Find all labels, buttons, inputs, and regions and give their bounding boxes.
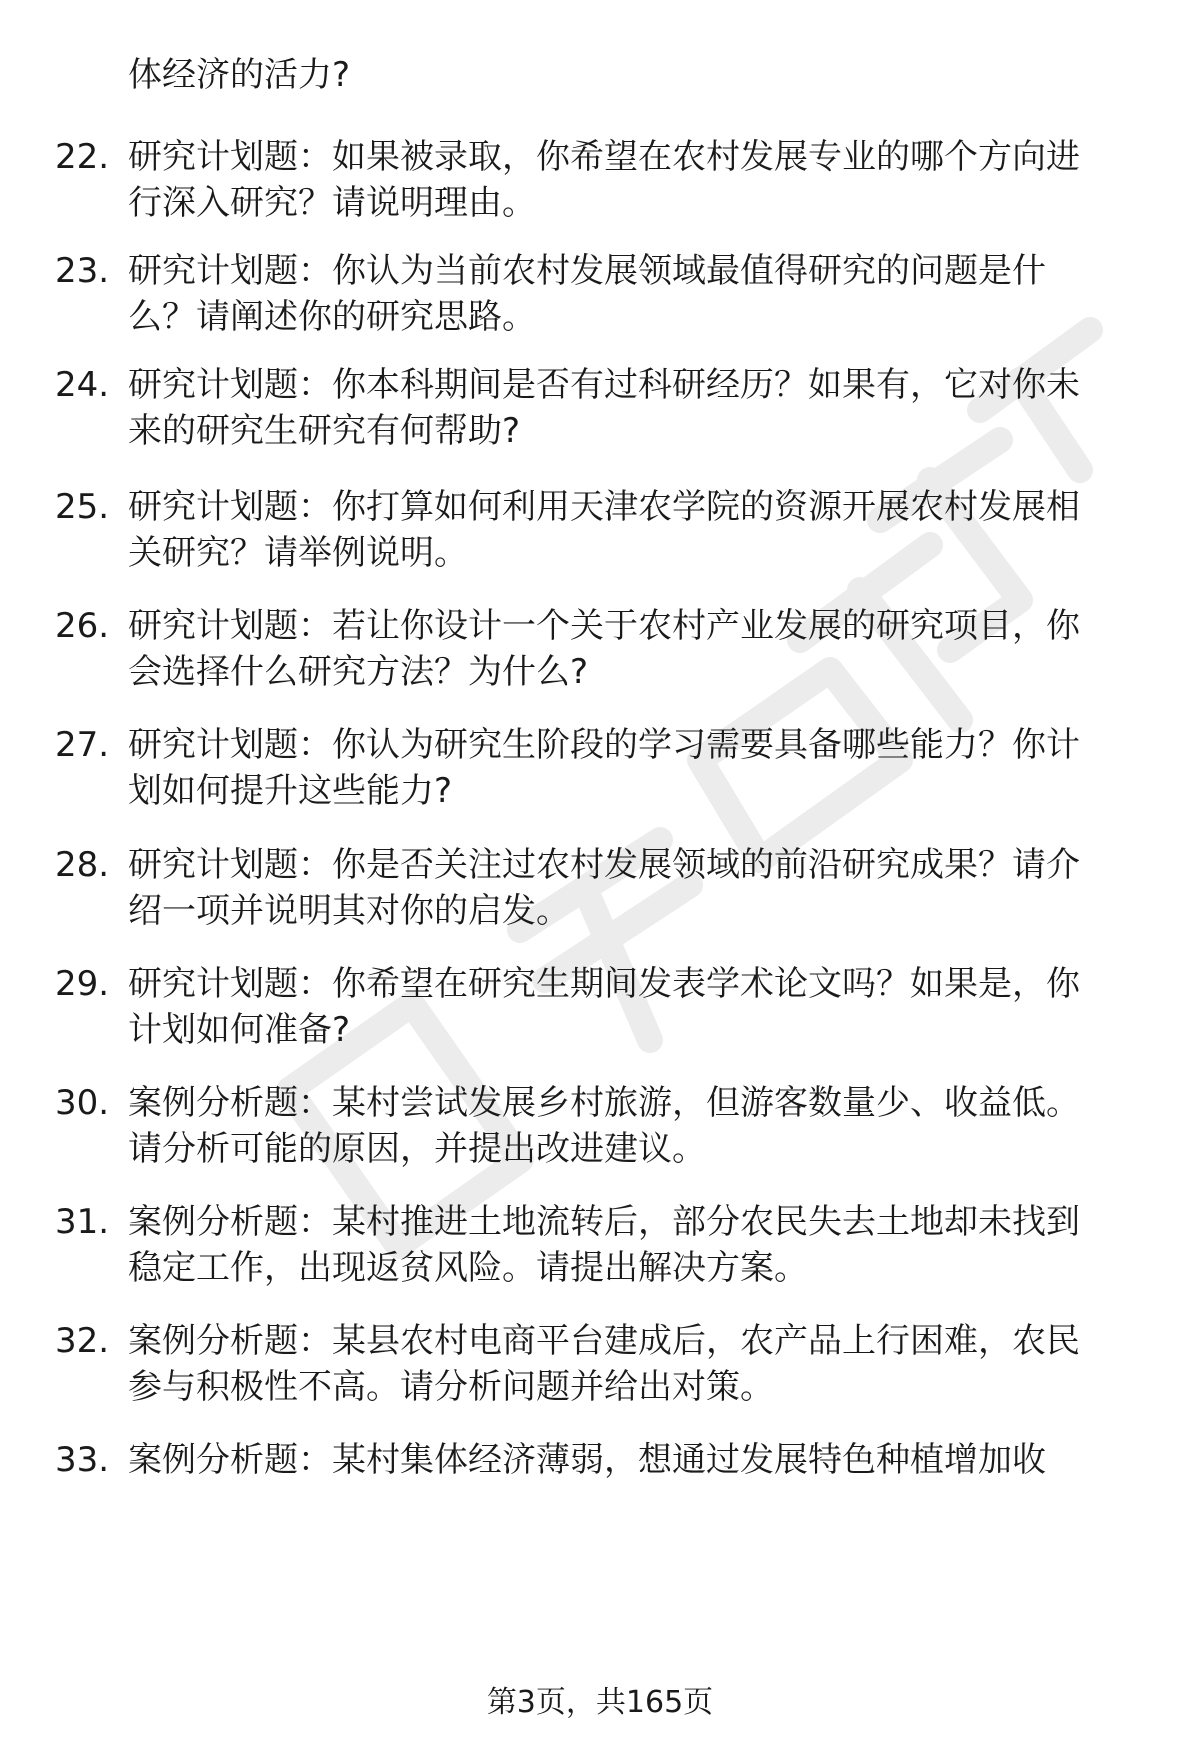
item-text-line: 研究计划题：你认为当前农村发展领域最值得研究的问题是什 bbox=[128, 251, 1046, 291]
item-text-line: 来的研究生研究有何帮助? bbox=[128, 411, 521, 451]
item-text-line: 划如何提升这些能力? bbox=[128, 771, 453, 811]
item-number: 27. bbox=[55, 725, 110, 765]
page-footer: 第3页，共165页 bbox=[486, 1685, 714, 1720]
item-number: 23. bbox=[55, 251, 110, 291]
item-text-line: 计划如何准备? bbox=[128, 1010, 351, 1050]
item-text-line bbox=[128, 1483, 1138, 1529]
item-text-line: 案例分析题：某村推进土地流转后，部分农民失去土地却未找到 bbox=[128, 1202, 1080, 1242]
item-text-line: 稳定工作，出现返贫风险。请提出解决方案。 bbox=[128, 1248, 808, 1288]
list-item bbox=[0, 248, 1200, 344]
item-text bbox=[128, 248, 1138, 340]
item-text bbox=[128, 1199, 1138, 1291]
item-text-line: 绍一项并说明其对你的启发。 bbox=[128, 891, 570, 931]
item-text-line: 案例分析题：某县农村电商平台建成后，农产品上行困难，农民 bbox=[128, 1321, 1080, 1361]
item-text bbox=[128, 842, 1138, 934]
item-text bbox=[128, 484, 1138, 576]
item-text-line: 研究计划题：你打算如何利用天津农学院的资源开展农村发展相 bbox=[128, 487, 1080, 527]
item-text-line: 研究计划题：你是否关注过农村发展领域的前沿研究成果？请介 bbox=[128, 845, 1080, 885]
item-number: 33. bbox=[55, 1440, 110, 1480]
item-text bbox=[128, 961, 1138, 1053]
item-text bbox=[128, 362, 1138, 454]
item-text bbox=[128, 603, 1138, 695]
list-item bbox=[0, 1080, 1200, 1176]
list-item bbox=[0, 134, 1200, 230]
item-text bbox=[128, 1437, 1138, 1529]
list-item bbox=[0, 842, 1200, 938]
continuation-line: 体经济的活力? bbox=[128, 55, 351, 95]
list-item bbox=[0, 722, 1200, 818]
item-text-line: 研究计划题：你认为研究生阶段的学习需要具备哪些能力？你计 bbox=[128, 725, 1080, 765]
item-text-line: 研究计划题：你希望在研究生期间发表学术论文吗？如果是，你 bbox=[128, 964, 1080, 1004]
item-text-line: 行深入研究？请说明理由。 bbox=[128, 183, 536, 223]
item-text bbox=[128, 1318, 1138, 1410]
item-text bbox=[128, 134, 1138, 226]
item-text-line: 研究计划题：若让你设计一个关于农村产业发展的研究项目，你 bbox=[128, 606, 1080, 646]
item-text-line: 案例分析题：某村集体经济薄弱，想通过发展特色种植增加收 bbox=[128, 1440, 1046, 1480]
item-text-line: 研究计划题：如果被录取，你希望在农村发展专业的哪个方向进 bbox=[128, 137, 1080, 177]
item-number: 28. bbox=[55, 845, 110, 885]
item-text-line: 研究计划题：你本科期间是否有过科研经历？如果有，它对你未 bbox=[128, 365, 1080, 405]
item-text-line: 案例分析题：某村尝试发展乡村旅游，但游客数量少、收益低。 bbox=[128, 1083, 1080, 1123]
list-item bbox=[0, 362, 1200, 458]
list-item bbox=[0, 603, 1200, 699]
list-item bbox=[0, 961, 1200, 1057]
item-text bbox=[128, 1080, 1138, 1172]
item-number: 25. bbox=[55, 487, 110, 527]
item-number: 24. bbox=[55, 365, 110, 405]
item-number: 32. bbox=[55, 1321, 110, 1361]
item-text-line: 请分析可能的原因，并提出改进建议。 bbox=[128, 1129, 706, 1169]
item-text-line: 么？请阐述你的研究思路。 bbox=[128, 297, 536, 337]
item-number: 30. bbox=[55, 1083, 110, 1123]
item-text-line: 会选择什么研究方法？为什么? bbox=[128, 652, 589, 692]
item-text bbox=[128, 722, 1138, 814]
list-item bbox=[0, 1199, 1200, 1295]
item-text-line: 关研究？请举例说明。 bbox=[128, 533, 468, 573]
list-item bbox=[0, 1437, 1200, 1533]
item-number: 29. bbox=[55, 964, 110, 1004]
list-item bbox=[0, 1318, 1200, 1414]
item-number: 26. bbox=[55, 606, 110, 646]
item-text-line: 参与积极性不高。请分析问题并给出对策。 bbox=[128, 1367, 774, 1407]
item-number: 31. bbox=[55, 1202, 110, 1242]
list-item bbox=[0, 484, 1200, 580]
item-number: 22. bbox=[55, 137, 110, 177]
